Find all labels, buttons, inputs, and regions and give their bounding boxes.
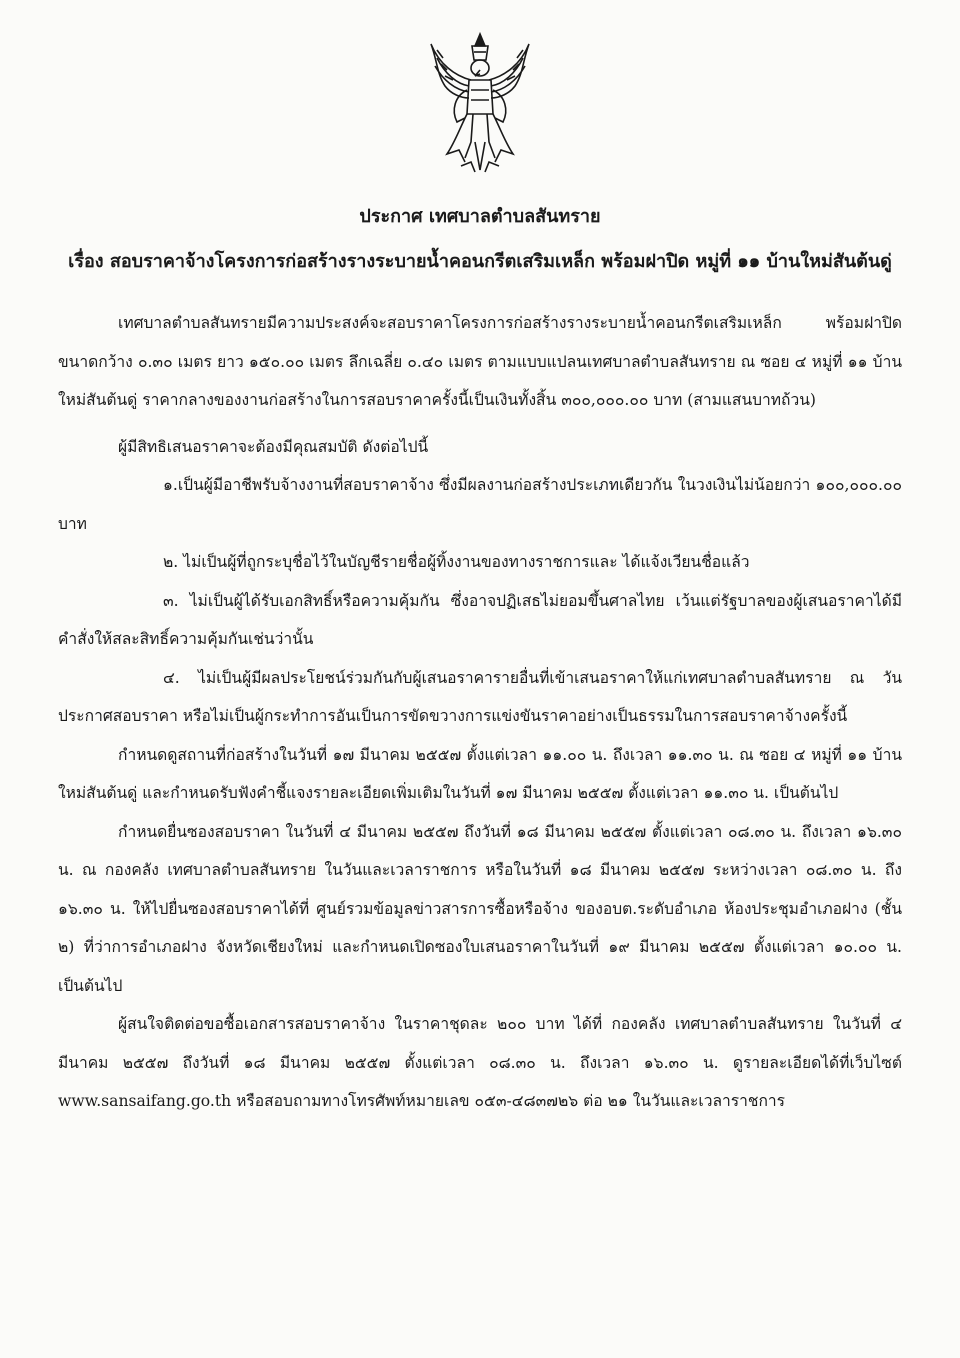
garuda-emblem-icon [425,30,535,180]
intro-paragraph: เทศบาลตำบลสันทรายมีความประสงค์จะสอบราคาโครงการก่อสร้างรางระบายน้ำคอนกรีตเสริมเหล็ก พร้อมฝาปิด ขนาดกว้าง ๐.๓๐ เมตร ยาว ๑๕๐.๐๐ เมตร ลึกเฉลี่ย ๐.๔๐ เมตร ตามแบบแปลนเทศบาลตำบลสันทราย ณ ซอย ๔ หมู่ที่ ๑๑ บ้านใหม่สันต้นดู่ ราคากลางของงานก่อสร้างในการสอบราคาครั้งนี้เป็นเงินทั้งสิ้น ๓๐๐,๐๐๐.๐๐ บาท (สามแสนบาทถ้วน) [58,314,902,409]
announcement-body [58,304,902,1121]
site-visit-paragraph: กำหนดดูสถานที่ก่อสร้างในวันที่ ๑๗ มีนาคม ๒๕๕๗ ตั้งแต่เวลา ๑๑.๐๐ น. ถึงเวลา ๑๑.๓๐ น. ณ ซอย ๔ หมู่ที่ ๑๑ บ้านใหม่สันต้นดู่ และกำหนดรับฟังคำชี้แจงรายละเอียดเพิ่มเติมในวันที่ ๑๗ มีนาคม ๒๕๕๗ ตั้งแต่เวลา ๑๑.๓๐ น. เป็นต้นไป [58,745,902,802]
qualification-item-3: ๓. ไม่เป็นผู้ได้รับเอกสิทธิ์หรือความคุ้มกัน ซึ่งอาจปฏิเสธไม่ยอมขึ้นศาลไทย เว้นแต่รัฐบาลของผู้เสนอราคาได้มีคำสั่งให้สละสิทธิ์ความคุ้มกันเช่นว่านั้น [58,591,902,648]
subject-label: เรื่อง [68,251,104,272]
qualification-item-1: ๑.เป็นผู้มีอาชีพรับจ้างงานที่สอบราคาจ้าง ซึ่งมีผลงานก่อสร้างประเภทเดียวกัน ในวงเงินไม่น้อยกว่า ๑๐๐,๐๐๐.๐๐ บาท [58,476,902,533]
announcement-subject [58,242,902,282]
qualification-item-2: ๒. ไม่เป็นผู้ที่ถูกระบุชื่อไว้ในบัญชีรายชื่อผู้ทิ้งงานของทางราชการและ ได้แจ้งเวียนชื่อแล้ว [163,553,750,571]
purchase-paragraph: ผู้สนใจติดต่อขอซื้อเอกสารสอบราคาจ้าง ในราคาชุดละ ๒๐๐ บาท ได้ที่ กองคลัง เทศบาลตำบลสันทราย ในวันที่ ๔ มีนาคม ๒๕๕๗ ถึงวันที่ ๑๘ มีนาคม ๒๕๕๗ ตั้งแต่เวลา ๐๘.๓๐ น. ถึงเวลา ๑๖.๓๐ น. ดูรายละเอียดได้ที่เว็บไซต์ www.sansaifang.go.th หรือสอบถามทางโทรศัพท์หมายเลข ๐๕๓-๔๘๓๗๒๖ ต่อ ๒๑ ในวันและเวลาราชการ [58,1015,902,1110]
announcement-title: ประกาศ เทศบาลตำบลสันทราย [359,206,601,227]
submission-paragraph: กำหนดยื่นซองสอบราคา ในวันที่ ๔ มีนาคม ๒๕๕๗ ถึงวันที่ ๑๘ มีนาคม ๒๕๕๗ ตั้งแต่เวลา ๐๘.๓๐ น. ถึงเวลา ๑๖.๓๐ น. ณ กองคลัง เทศบาลตำบลสันทราย ในวันและเวลาราชการ หรือในวันที่ ๑๘ มีนาคม ๒๕๕๗ ระหว่างเวลา ๐๘.๓๐ น. ถึง ๑๖.๓๐ น. ให้ไปยื่นซองสอบราคาได้ที่ ศูนย์รวมข้อมูลข่าวสารการซื้อหรือจ้าง ของอบต.ระดับอำเภอ ห้องประชุมอำเภอฝาง (ชั้น ๒) ที่ว่าการอำเภอฝาง จังหวัดเชียงใหม่ และกำหนดเปิดซองใบเสนอราคาในวันที่ ๑๙ มีนาคม ๒๕๕๗ ตั้งแต่เวลา ๑๐.๐๐ น. เป็นต้นไป [58,822,902,995]
qualification-heading: ผู้มีสิทธิเสนอราคาจะต้องมีคุณสมบัติ ดังต่อไปนี้ [118,437,429,456]
subject-text: สอบราคาจ้างโครงการก่อสร้างรางระบายน้ำคอนกรีตเสริมเหล็ก พร้อมฝาปิด หมู่ที่ ๑๑ บ้านใหม่สันต้นดู่ [109,251,892,272]
qualification-item-4: ๔. ไม่เป็นผู้มีผลประโยชน์ร่วมกันกับผู้เสนอราคารายอื่นที่เข้าเสนอราคาให้แก่เทศบาลตำบลสันทราย ณ วันประกาศสอบราคา หรือไม่เป็นผู้กระทำการอันเป็นการขัดขวางการแข่งขันราคาอย่างเป็นธรรมในการสอบราคาจ้างครั้งนี้ [58,668,902,725]
